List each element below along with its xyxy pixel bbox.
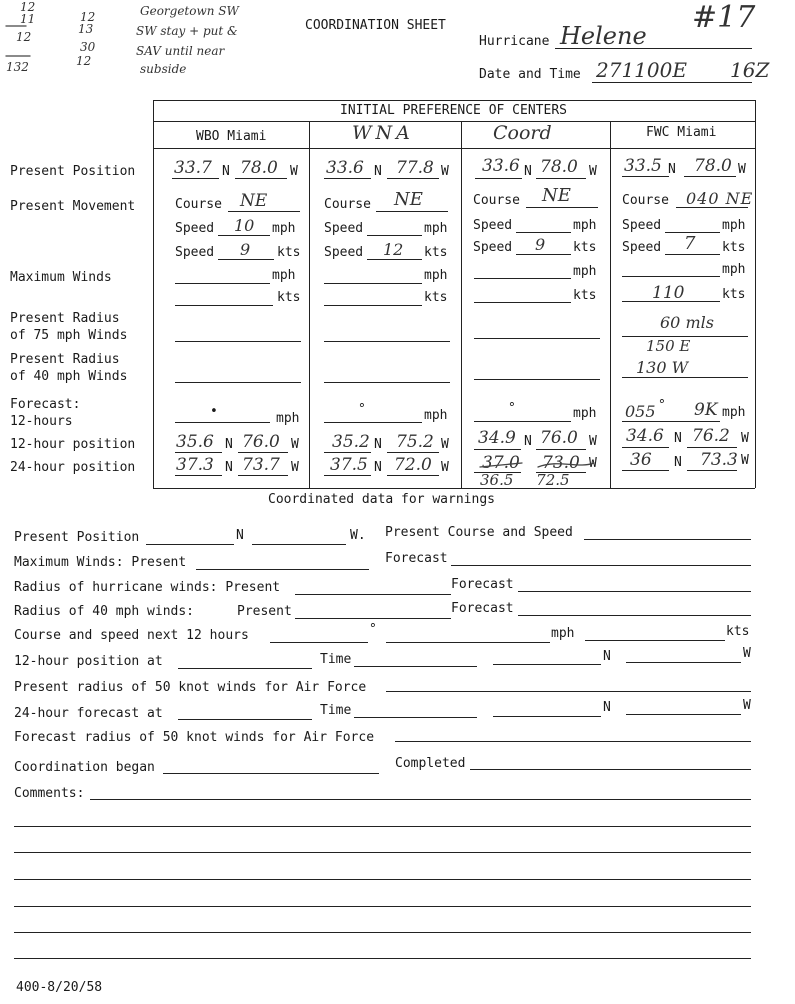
field-line — [386, 642, 550, 643]
row-label-radius75: Present Radius — [10, 311, 120, 326]
cell-radius75: 60 mls — [660, 313, 714, 332]
w-label: W — [441, 460, 449, 475]
comment-line — [14, 879, 751, 880]
column-header-coord: Coord — [493, 122, 552, 144]
cell-24h-lon: 73.3 — [700, 450, 738, 470]
cell-12h-lon: 76.2 — [692, 426, 730, 446]
column-divider — [610, 121, 611, 488]
hour-note: 16Z — [730, 58, 770, 82]
datetime-value: 271100E — [596, 58, 687, 82]
cell-speed-kts: 7 — [684, 233, 696, 254]
cell-24h-lat: 37.3 — [176, 455, 214, 475]
mph-label: mph — [272, 268, 296, 283]
field-line — [354, 666, 477, 667]
comment-line — [14, 852, 751, 853]
cell-lat: 33.5 — [624, 156, 662, 176]
speed-label: Speed — [622, 218, 662, 233]
label-radius50-forecast: Forecast radius of 50 knot winds for Air Force — [14, 730, 375, 745]
field-line — [178, 668, 312, 669]
speed-label: Speed — [622, 240, 662, 255]
label-comments: Comments: — [14, 786, 85, 801]
cell-lon: 78.0 — [540, 157, 578, 177]
kts-label: kts — [277, 245, 301, 260]
cell-24h-lat: 37.5 — [330, 455, 368, 475]
cell-lon: 78.0 — [694, 156, 732, 176]
field-line — [493, 664, 601, 665]
mph-label: mph — [722, 405, 746, 420]
speed-label: Speed — [175, 221, 215, 236]
table-title: INITIAL PREFERENCE OF CENTERS — [340, 103, 567, 118]
label-max-winds-present: Maximum Winds: Present — [14, 555, 187, 570]
mph-label: mph — [573, 264, 597, 279]
field-line — [518, 615, 751, 616]
n-label: N — [668, 162, 676, 177]
margin-note: 12 — [20, 0, 36, 14]
label-mph: mph — [551, 626, 575, 641]
label-n: N — [603, 649, 611, 664]
margin-note: Georgetown SW — [140, 4, 239, 18]
cell-24h-lon: 73.7 — [242, 455, 280, 475]
label-radius50-present: Present radius of 50 knot winds for Air Force — [14, 680, 367, 695]
field-line — [493, 716, 601, 717]
label-course-speed-12: Course and speed next 12 hours — [14, 628, 249, 643]
row-label-radius40: of 40 mph Winds — [10, 369, 128, 384]
label-12h-position-at: 12-hour position at — [14, 654, 163, 669]
section-heading: Coordinated data for warnings — [268, 492, 495, 507]
mph-label: mph — [424, 221, 448, 236]
margin-note: subside — [140, 62, 187, 76]
margin-note: 30 — [80, 40, 96, 54]
w-label: W — [290, 164, 298, 179]
row-label-24-hour-position: 24-hour position — [10, 460, 136, 475]
w-label: W — [441, 164, 449, 179]
comment-line — [14, 906, 751, 907]
cell-24h-lat: 37.0 — [482, 453, 520, 473]
w-label: W — [589, 164, 597, 179]
label-n: N — [603, 700, 611, 715]
label-24h-forecast-at: 24-hour forecast at — [14, 706, 163, 721]
w-label: W — [291, 460, 299, 475]
course-label: Course — [473, 193, 520, 208]
row-label-present-position: Present Position — [10, 164, 136, 179]
label-w: W — [743, 698, 751, 713]
label-forecast: Forecast — [451, 601, 514, 616]
cell-radius40-east: 150 E — [646, 337, 691, 355]
form-number: 400-8/20/58 — [16, 980, 103, 995]
speed-label: Speed — [473, 240, 513, 255]
label-present: Present — [237, 604, 292, 619]
n-label: N — [374, 460, 382, 475]
table-top-border — [153, 100, 755, 101]
row-label-forecast: 12-hours — [10, 414, 73, 429]
cell-forecast-direction: 055 — [625, 402, 656, 421]
row-label-present-movement: Present Movement — [10, 199, 136, 214]
degree-mark: ° — [369, 622, 377, 637]
n-label: N — [374, 437, 382, 452]
cell-lat: 33.6 — [326, 158, 364, 178]
cell-course: 040 NE — [686, 189, 754, 208]
cell-lon: 77.8 — [396, 158, 434, 178]
kts-label: kts — [722, 287, 746, 302]
field-line — [295, 594, 451, 595]
cell-12h-lat: 35.6 — [176, 432, 214, 452]
field-line-lon — [252, 544, 346, 545]
degree-mark: ° — [508, 401, 516, 416]
mph-label: mph — [424, 268, 448, 283]
mph-label: mph — [722, 262, 746, 277]
label-time: Time — [320, 652, 352, 667]
table-right-border — [755, 100, 756, 488]
speed-label: Speed — [473, 218, 513, 233]
comment-line — [14, 958, 751, 959]
n-label: N — [674, 431, 682, 446]
label-coordination-began: Coordination began — [14, 760, 155, 775]
w-label: W — [441, 437, 449, 452]
hurricane-name: Helene — [560, 22, 647, 50]
cell-12h-lat: 34.9 — [478, 428, 516, 448]
margin-note: 132 — [6, 60, 29, 74]
cell-speed-kts: 9 — [535, 235, 546, 254]
label-present-course-speed: Present Course and Speed — [385, 525, 573, 540]
degree-mark: • — [210, 404, 218, 419]
w-label: W — [291, 437, 299, 452]
cell-radius40-west: 130 W — [636, 358, 689, 377]
field-line — [451, 565, 751, 566]
mph-label: mph — [573, 406, 597, 421]
mph-label: mph — [272, 221, 296, 236]
comment-line — [14, 826, 751, 827]
comment-line — [14, 932, 751, 933]
field-line — [354, 717, 477, 718]
table-left-border — [153, 100, 154, 488]
cell-24h-lon: 72.0 — [394, 455, 432, 475]
mph-label: mph — [276, 411, 300, 426]
label-present-position: Present Position — [14, 530, 140, 545]
margin-note: 12 — [80, 10, 96, 24]
table-bottom-border — [153, 488, 755, 489]
label-kts: kts — [726, 624, 750, 639]
field-line — [395, 741, 751, 742]
kts-label: kts — [722, 240, 746, 255]
margin-note: 12 — [16, 30, 32, 44]
n-label: N — [374, 164, 382, 179]
degree-mark: ° — [658, 398, 666, 413]
mph-label: mph — [424, 408, 448, 423]
label-radius-hurricane: Radius of hurricane winds: Present — [14, 580, 281, 595]
field-line — [178, 719, 312, 720]
cell-12h-lat: 34.6 — [626, 426, 664, 446]
label-n: N — [236, 528, 244, 543]
label-radius-40: Radius of 40 mph winds: — [14, 604, 195, 619]
margin-note: 13 — [78, 22, 94, 36]
margin-tally-lines — [4, 4, 34, 64]
field-line — [295, 618, 451, 619]
row-label-forecast: Forecast: — [10, 397, 81, 412]
label-w: W. — [350, 528, 366, 543]
w-label: W — [741, 431, 749, 446]
comment-line — [90, 799, 751, 800]
label-forecast: Forecast — [385, 551, 448, 566]
cell-course: NE — [542, 185, 571, 206]
field-line-lat — [146, 544, 234, 545]
cell-12h-lat: 35.2 — [332, 432, 370, 452]
label-completed: Completed — [395, 756, 466, 771]
degree-mark: ° — [358, 402, 366, 417]
row-label-12-hour-position: 12-hour position — [10, 437, 136, 452]
speed-label: Speed — [324, 245, 364, 260]
cell-lon: 78.0 — [240, 158, 278, 178]
kts-label: kts — [424, 290, 448, 305]
datetime-line — [592, 82, 752, 83]
kts-label: kts — [573, 288, 597, 303]
cell-course: NE — [394, 189, 423, 210]
row-label-maximum-winds: Maximum Winds — [10, 270, 112, 285]
speed-label: Speed — [324, 221, 364, 236]
label-time: Time — [320, 703, 352, 718]
n-label: N — [524, 164, 532, 179]
w-label: W — [738, 162, 746, 177]
cell-lat: 33.6 — [482, 156, 520, 176]
n-label: N — [674, 455, 682, 470]
label-forecast: Forecast — [451, 577, 514, 592]
column-header-wna: WNA — [352, 122, 414, 144]
cell-speed-kts: 9 — [240, 240, 251, 259]
field-line — [470, 769, 751, 770]
kts-label: kts — [424, 245, 448, 260]
w-label: W — [589, 456, 597, 471]
column-header-fwc: FWC Miami — [646, 125, 717, 140]
field-line — [584, 539, 751, 540]
table-header-divider — [153, 148, 755, 149]
sheet-title: COORDINATION SHEET — [305, 18, 446, 33]
table-title-divider — [153, 121, 755, 122]
course-label: Course — [324, 197, 371, 212]
column-divider — [309, 121, 310, 488]
cell-speed-mph: 10 — [234, 216, 255, 235]
column-header-wbo: WBO Miami — [196, 129, 267, 144]
cell-speed-kts: 12 — [383, 240, 404, 259]
cell-12h-lon: 75.2 — [396, 432, 434, 452]
kts-label: kts — [277, 290, 301, 305]
course-label: Course — [175, 197, 222, 212]
margin-note: 12 — [76, 54, 92, 68]
mph-label: mph — [722, 218, 746, 233]
course-label: Course — [622, 193, 669, 208]
field-line — [386, 691, 751, 692]
cell-forecast-speed: 9K — [694, 400, 718, 420]
sheet-number-mark: #17 — [692, 0, 756, 35]
margin-note: 11 — [20, 12, 36, 26]
cell-24h-revised: 36.5 72.5 — [480, 471, 570, 489]
field-line — [626, 714, 741, 715]
field-line — [518, 591, 751, 592]
speed-label: Speed — [175, 245, 215, 260]
cell-max-kts: 110 — [652, 283, 685, 303]
row-label-radius40: Present Radius — [10, 352, 120, 367]
field-line — [270, 642, 368, 643]
n-label: N — [222, 164, 230, 179]
field-line — [196, 569, 369, 570]
label-w: W — [743, 646, 751, 661]
margin-note: SW stay + put & — [136, 24, 238, 38]
field-line — [163, 773, 379, 774]
n-label: N — [225, 437, 233, 452]
n-label: N — [225, 460, 233, 475]
mph-label: mph — [573, 218, 597, 233]
column-divider — [461, 121, 462, 488]
row-label-radius75: of 75 mph Winds — [10, 328, 128, 343]
field-line — [626, 662, 741, 663]
kts-label: kts — [573, 240, 597, 255]
w-label: W — [741, 453, 749, 468]
hurricane-label: Hurricane — [479, 34, 550, 49]
datetime-label: Date and Time — [479, 67, 581, 82]
cell-course: NE — [240, 191, 268, 211]
cell-12h-lon: 76.0 — [242, 432, 280, 452]
cell-24h-lon: 73.0 — [542, 453, 580, 473]
field-line — [585, 640, 725, 641]
margin-note: SAV until near — [136, 44, 225, 58]
cell-lat: 33.7 — [174, 158, 212, 178]
n-label: N — [524, 434, 532, 449]
w-label: W — [589, 434, 597, 449]
cell-12h-lon: 76.0 — [540, 428, 578, 448]
cell-24h-lat: 36 — [630, 450, 652, 470]
